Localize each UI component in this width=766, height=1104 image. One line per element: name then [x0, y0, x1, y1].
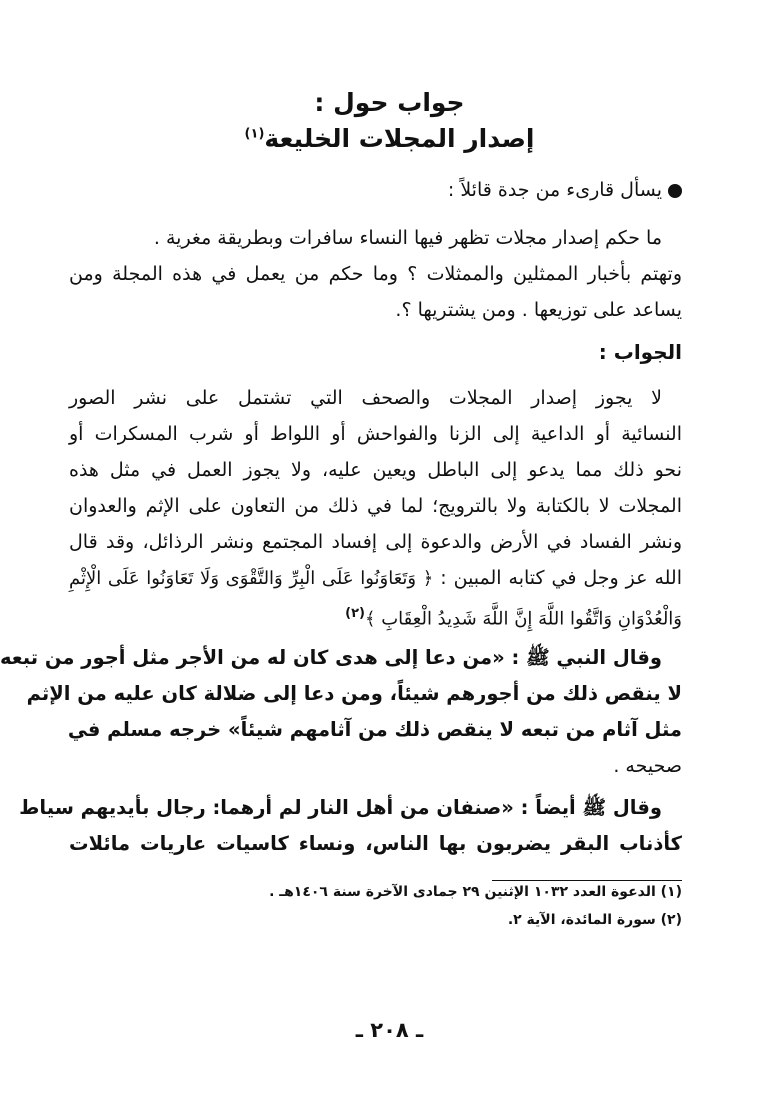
question-intro: يسأل قارىء من جدة قائلاً :	[447, 179, 662, 201]
title-line-2	[73, 124, 706, 153]
hadith-line: كأذناب البقر يضربون بها الناس، ونساء كاسيات عاريات مائلات	[69, 832, 682, 855]
answer-line: ونشر الفساد في الأرض والدعوة إلى إفساد المجتمع ونشر الرذائل، وقد قال	[69, 531, 682, 553]
hadith-line: وقال النبي ﷺ : «من دعا إلى هدى كان له من الأجر مثل أجور من تبعه	[0, 646, 662, 669]
bullet-icon	[668, 184, 682, 198]
title-line-1: جواب حول :	[314, 88, 465, 117]
hadith-line: وقال ﷺ أيضاً : «صنفان من أهل النار لم أرهما: رجال بأيديهم سياط	[19, 796, 662, 819]
title-footnote-ref: (١)	[244, 126, 265, 142]
footnote-1: (١) الدعوة العدد ١٠٣٢ الإثنين ٢٩ جمادى الآخرة سنة ١٤٠٦هـ .	[269, 884, 682, 900]
hadith-line: صحيحه .	[613, 755, 682, 777]
answer-line: المجلات لا بالكتابة ولا بالترويج؛ لما في ذلك من التعاون على الإثم والعدوان	[69, 495, 682, 517]
page-number: ـ ٢٠٨ ـ	[355, 1018, 424, 1042]
footnote-2: (٢) سورة المائدة، الآية ٢.	[507, 912, 682, 928]
answer-line: النسائية أو الداعية إلى الزنا والفواحش أو اللواط أو شرب المسكرات أو	[69, 423, 682, 445]
verse-line-1	[69, 560, 682, 596]
footnote-divider	[492, 880, 682, 881]
quran-verse-part-2: وَالْعُدْوَانِ وَاتَّقُوا اللَّهَ إِنَّ اللَّهَ شَدِيدُ الْعِقَابِ ﴾	[364, 608, 682, 630]
answer-line: لا يجوز إصدار المجلات والصحف التي تشتمل على نشر الصور	[69, 387, 662, 409]
answer-heading: الجواب :	[598, 340, 682, 364]
question-line: وتهتم بأخبار الممثلين والممثلات ؟ وما حكم من يعمل في هذه المجلة ومن	[69, 263, 682, 285]
verse-line-2	[69, 596, 682, 632]
title-text: إصدار المجلات الخليعة	[264, 124, 535, 153]
hadith-line: لا ينقص ذلك من أجورهم شيئاً، ومن دعا إلى ضلالة كان عليه من الإثم	[26, 682, 682, 705]
quran-verse-part-1: ﴿ وَتَعَاوَنُوا عَلَى الْبِرِّ وَالتَّقْوَى وَلَا تَعَاوَنُوا عَلَى الْإِثْمِ	[69, 568, 434, 589]
answer-line: نحو ذلك مما يدعو إلى الباطل ويعين عليه، ولا يجوز العمل في مثل هذه	[69, 459, 682, 481]
hadith-line: مثل آثام من تبعه لا ينقص ذلك من آثامهم شيئاً» خرجه مسلم في	[67, 718, 682, 741]
verse-footnote-ref: (٢)	[345, 606, 365, 621]
question-line: يساعد على توزيعها . ومن يشتريها ؟.	[395, 299, 682, 321]
question-line: ما حكم إصدار مجلات تظهر فيها النساء سافرات وبطريقة مغرية .	[153, 227, 662, 249]
verse-intro: الله عز وجل في كتابه المبين :	[440, 567, 683, 589]
question-intro-line	[69, 172, 682, 208]
